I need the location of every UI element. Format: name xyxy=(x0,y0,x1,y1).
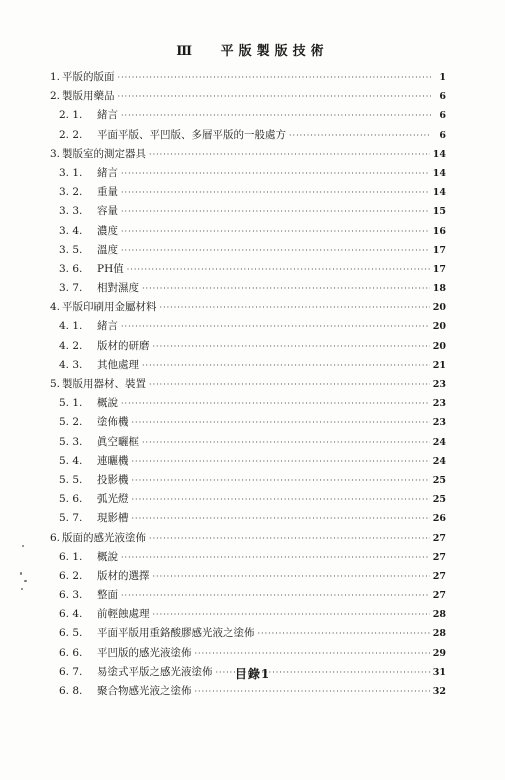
toc-dot-leader xyxy=(153,567,430,586)
toc-entry-number: 6. 2. xyxy=(59,569,83,582)
scan-speck xyxy=(22,545,24,547)
toc-entry-page: 27 xyxy=(432,590,446,602)
toc-dot-leader xyxy=(142,279,430,298)
toc-entry xyxy=(50,471,446,490)
toc-dot-leader xyxy=(289,126,431,145)
toc-entry xyxy=(50,452,446,471)
toc-entry-label: 濃度 xyxy=(97,224,118,237)
scan-speck xyxy=(20,572,22,575)
toc-entry xyxy=(50,586,446,605)
toc-entry-number: 3. 4. xyxy=(59,224,83,237)
toc-entry xyxy=(50,241,446,260)
toc-entry xyxy=(50,317,446,336)
toc-entry-page: 27 xyxy=(432,532,446,544)
toc-entry-label: 弧光燈 xyxy=(97,493,129,506)
table-of-contents xyxy=(50,68,446,701)
toc-entry-number: 4. 2. xyxy=(59,339,83,352)
toc-entry xyxy=(50,529,446,548)
toc-entry-page: 6 xyxy=(439,91,446,103)
toc-dot-leader xyxy=(132,490,430,509)
toc-entry xyxy=(50,106,446,125)
section-heading xyxy=(0,40,505,59)
toc-dot-leader xyxy=(121,183,430,202)
toc-entry-label: 眞空曬框 xyxy=(97,435,139,448)
toc-entry xyxy=(50,433,446,452)
toc-entry-label: 其他處理 xyxy=(97,358,139,371)
toc-entry-page: 1 xyxy=(439,72,446,83)
toc-entry-page: 27 xyxy=(432,551,446,563)
toc-dot-leader xyxy=(121,241,430,260)
toc-entry-number: 6. 3. xyxy=(59,589,83,602)
toc-entry-number: 6. 6. xyxy=(59,646,83,659)
toc-entry-page: 26 xyxy=(432,513,446,525)
toc-entry-page: 18 xyxy=(432,283,446,295)
toc-entry-label: 容量 xyxy=(97,205,118,218)
toc-entry-label: 連曬機 xyxy=(97,454,129,467)
toc-entry xyxy=(50,126,446,145)
toc-entry-label: 現影槽 xyxy=(97,512,129,525)
toc-entry xyxy=(50,375,446,394)
toc-entry xyxy=(50,68,446,87)
toc-dot-leader xyxy=(142,356,430,375)
toc-entry-label: 製版用器材、裝置 xyxy=(62,378,147,390)
toc-entry xyxy=(50,298,446,317)
toc-dot-leader xyxy=(195,682,430,701)
toc-entry-number: 1. xyxy=(50,71,61,83)
toc-entry xyxy=(50,644,446,663)
toc-dot-leader xyxy=(118,87,431,106)
page-footer: 目錄1 xyxy=(234,667,271,681)
toc-dot-leader xyxy=(195,644,430,663)
toc-entry-page: 31 xyxy=(432,666,446,678)
toc-entry-number: 3. 5. xyxy=(59,243,83,256)
toc-entry-label: 概說 xyxy=(97,397,118,410)
toc-entry xyxy=(50,164,446,183)
toc-dot-leader xyxy=(121,586,430,605)
toc-dot-leader xyxy=(121,394,430,413)
toc-entry-page: 20 xyxy=(432,302,446,314)
toc-dot-leader xyxy=(121,106,431,125)
toc-entry xyxy=(50,394,446,413)
toc-entry-number: 2. 1. xyxy=(59,109,83,122)
toc-entry-number: 3. 1. xyxy=(59,166,83,179)
toc-entry-page: 6 xyxy=(439,110,446,122)
toc-dot-leader xyxy=(153,605,430,624)
toc-entry-label: 緒言 xyxy=(97,320,118,333)
toc-dot-leader xyxy=(121,164,430,183)
toc-dot-leader xyxy=(118,68,431,87)
toc-entry xyxy=(50,624,446,643)
toc-entry-page: 24 xyxy=(432,455,446,467)
toc-dot-leader xyxy=(132,452,430,471)
toc-entry xyxy=(50,145,446,164)
toc-entry-number: 5. 2. xyxy=(59,416,83,429)
toc-entry-label: 塗佈機 xyxy=(97,416,129,429)
toc-entry-label: 版材的研磨 xyxy=(97,339,150,352)
toc-entry xyxy=(50,260,446,279)
toc-entry-page: 25 xyxy=(432,474,446,486)
toc-entry xyxy=(50,202,446,221)
toc-entry-page: 20 xyxy=(432,340,446,352)
toc-entry-label: 溫度 xyxy=(97,243,118,256)
toc-entry-page: 28 xyxy=(432,609,446,621)
toc-entry-page: 25 xyxy=(432,494,446,506)
toc-entry-number: 4. xyxy=(50,301,61,314)
toc-dot-leader xyxy=(121,317,430,336)
scan-speck xyxy=(24,580,27,582)
toc-entry-number: 5. 4. xyxy=(59,454,83,467)
toc-entry-label: 整面 xyxy=(97,589,118,602)
toc-entry xyxy=(50,567,446,586)
toc-entry-number: 5. xyxy=(50,378,61,390)
toc-entry-label: 相對濕度 xyxy=(97,282,139,295)
toc-dot-leader xyxy=(121,548,430,567)
toc-entry-number: 5. 1. xyxy=(59,397,83,410)
toc-entry xyxy=(50,337,446,356)
toc-dot-leader xyxy=(132,509,430,528)
toc-dot-leader xyxy=(258,624,430,643)
toc-entry xyxy=(50,490,446,509)
toc-entry-number: 3. 2. xyxy=(59,186,83,199)
toc-entry-label: 製版室的測定器具 xyxy=(62,147,147,160)
toc-entry-label: 版面的感光液塗佈 xyxy=(62,531,147,544)
toc-entry-page: 20 xyxy=(432,321,446,333)
toc-entry-label: 投影機 xyxy=(97,473,129,486)
toc-entry-number: 6. 1. xyxy=(59,550,83,563)
toc-entry-label: 聚合物感光液之塗佈 xyxy=(97,685,192,697)
toc-entry-page: 14 xyxy=(432,187,446,199)
toc-entry-label: 緒言 xyxy=(97,109,118,122)
toc-entry-page: 28 xyxy=(432,628,446,640)
toc-entry xyxy=(50,222,446,241)
toc-entry-number: 3. 3. xyxy=(59,205,83,218)
toc-entry-page: 23 xyxy=(432,398,446,410)
toc-entry xyxy=(50,183,446,202)
toc-entry-number: 2. 2. xyxy=(59,128,83,141)
toc-entry-page: 27 xyxy=(432,570,446,582)
toc-entry-page: 24 xyxy=(432,436,446,448)
toc-entry-page: 29 xyxy=(432,647,446,659)
toc-entry-page: 23 xyxy=(432,417,446,429)
toc-entry xyxy=(50,87,446,106)
toc-entry-number: 6. 4. xyxy=(59,608,83,621)
toc-entry-label: 平版印刷用金屬材料 xyxy=(62,301,157,314)
toc-entry-label: 製版用藥品 xyxy=(62,90,115,103)
toc-entry-label: 概說 xyxy=(97,550,118,563)
toc-dot-leader xyxy=(149,145,430,164)
toc-entry-page: 14 xyxy=(432,167,446,179)
toc-entry-number: 6. 5. xyxy=(59,627,83,640)
toc-entry-page: 14 xyxy=(432,148,446,160)
section-number: Ⅲ xyxy=(176,44,194,59)
toc-entry-page: 17 xyxy=(432,263,446,275)
toc-entry-number: 3. 6. xyxy=(59,262,83,275)
toc-entry-page: 6 xyxy=(439,129,446,141)
toc-entry-page: 16 xyxy=(432,225,446,237)
toc-entry-label: 易塗式平版之感光液塗佈 xyxy=(97,665,213,678)
toc-entry-label: 緒言 xyxy=(97,166,118,179)
toc-entry xyxy=(50,605,446,624)
toc-dot-leader xyxy=(121,222,430,241)
toc-dot-leader xyxy=(127,260,430,279)
toc-entry xyxy=(50,413,446,432)
toc-entry-label: 前輕蝕處理 xyxy=(97,608,150,621)
toc-entry-number: 3. xyxy=(50,147,61,160)
toc-entry-page: 15 xyxy=(432,206,446,218)
toc-entry xyxy=(50,682,446,701)
toc-entry-number: 3. 7. xyxy=(59,282,83,295)
toc-entry-page: 17 xyxy=(432,244,446,256)
scan-speck xyxy=(21,588,23,590)
toc-dot-leader xyxy=(153,337,430,356)
toc-dot-leader xyxy=(149,375,430,394)
toc-entry-number: 4. 1. xyxy=(59,320,83,333)
toc-entry-label: PH值 xyxy=(97,262,124,275)
toc-dot-leader xyxy=(132,471,430,490)
toc-dot-leader xyxy=(160,298,430,317)
toc-dot-leader xyxy=(142,433,430,452)
toc-entry-page: 32 xyxy=(432,686,446,697)
toc-entry-number: 6. 7. xyxy=(59,665,83,678)
toc-entry-page: 21 xyxy=(432,359,446,371)
toc-entry-number: 5. 5. xyxy=(59,473,83,486)
toc-entry-number: 2. xyxy=(50,90,61,103)
toc-dot-leader xyxy=(132,413,430,432)
toc-entry xyxy=(50,356,446,375)
toc-entry-label: 平面平版用重鉻酸膠感光液之塗佈 xyxy=(97,627,255,640)
toc-entry-number: 6. xyxy=(50,531,61,544)
toc-entry-number: 4. 3. xyxy=(59,358,83,371)
toc-entry-number: 5. 6. xyxy=(59,493,83,506)
section-title: 平版製版技術 xyxy=(220,44,329,59)
toc-entry-label: 平版的版面 xyxy=(62,71,115,83)
toc-entry-label: 重量 xyxy=(97,186,118,199)
toc-entry-number: 5. 3. xyxy=(59,435,83,448)
toc-entry-label: 版材的選擇 xyxy=(97,569,150,582)
toc-entry xyxy=(50,509,446,528)
toc-entry xyxy=(50,548,446,567)
toc-entry-label: 平凹版的感光液塗佈 xyxy=(97,646,192,659)
toc-dot-leader xyxy=(149,529,430,548)
toc-entry-page: 23 xyxy=(432,379,446,390)
toc-entry xyxy=(50,279,446,298)
toc-entry-label: 平面平版、平凹版、多層平版的一般處方 xyxy=(97,128,286,141)
toc-entry-number: 5. 7. xyxy=(59,512,83,525)
toc-entry-number: 6. 8. xyxy=(59,685,83,697)
toc-dot-leader xyxy=(121,202,430,221)
